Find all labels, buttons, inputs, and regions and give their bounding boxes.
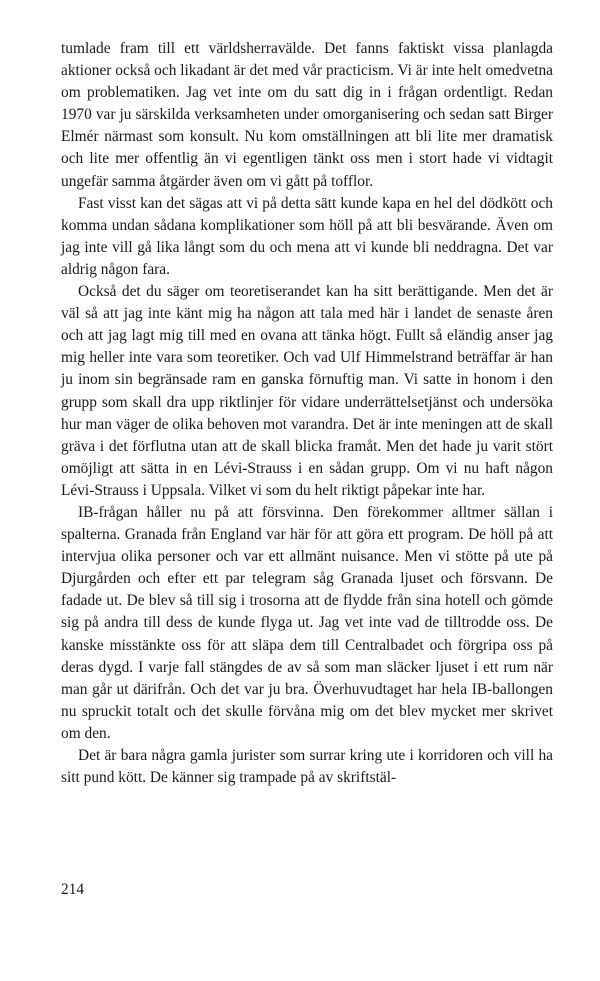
body-text <box>61 38 553 789</box>
paragraph-1: tumlade fram till ett världsherravälde. Det fanns faktiskt vissa planlagda aktioner också och likadant är det med vår practicism. Vi är inte helt omedvetna om problematiken. Jag vet inte om du satt dig in i frågan ordentligt. Redan 1970 var ju särskilda verksamheten under omorganisering och sedan satt Birger Elmér närmast som konsult. Nu kom omställningen att bli lite mer dramatisk och lite mer offentlig än vi egentligen tänkt oss men i stort hade vi vidtagit ungefär samma åtgärder även om vi gått på tofflor. <box>61 40 553 190</box>
paragraph-5: Det är bara några gamla jurister som surrar kring ute i korridoren och vill ha sitt pund kött. De känner sig trampade på av skriftstäl- <box>61 747 553 787</box>
paragraph-4: IB-frågan håller nu på att försvinna. Den förekommer alltmer sällan i spalterna. Granada från England var här för att göra ett program. De höll på att intervjua olika personer och var ett allmänt nuisance. Men vi stötte på ute på Djurgården och efter ett par telegram såg Granada ljuset och försvann. De fadade ut. De blev så till sig i trosorna att de flydde från sina hotell och gömde sig på andra till dess de kunde flyga ut. Jag vet inte vad de tilltrodde oss. De kanske misstänkte oss för att släpa dem till Centralbadet och förgripa oss på deras dygd. I varje fall stängdes de av så som man släcker ljuset i ett rum när man går ut därifrån. Och det var ju bra. Överhuvudtaget har hela IB-ballongen nu spruckit totalt och det skulle förvåna mig om det blev mycket mer skrivet om den. <box>61 503 553 742</box>
page-number: 214 <box>61 881 85 898</box>
paragraph-2: Fast visst kan det sägas att vi på detta sätt kunde kapa en hel del dödkött och komma undan sådana komplikationer som höll på att bli besvärande. Även om jag inte vill gå lika långt som du och mena att vi kunde bli neddragna. Det var aldrig någon fara. <box>61 194 553 278</box>
paragraph-3: Också det du säger om teoretiserandet kan ha sitt berättigande. Men det är väl så att jag inte känt mig ha någon att tala med här i landet de senaste åren och att jag lagt mig till med en ovana att tänka högt. Fullt så eländig anser jag mig heller inte vara som teoretiker. Och vad Ulf Himmelstrand beträffar är han ju inom sin begränsade ram en ganska förnuftig man. Vi satte in honom i den grupp som skall dra upp riktlinjer för vidare underrättelsetjänst och undersöka hur man väger de olika behoven mot varandra. Det är inte meningen att de skall gräva i det förflutna utan att de skall blicka framåt. Men det hade ju varit stört omöjligt att sätta in en Lévi-Strauss i en sådan grupp. Om vi nu haft någon Lévi-Strauss i Uppsala. Vilket vi som du helt riktigt påpekar inte har. <box>61 283 553 499</box>
